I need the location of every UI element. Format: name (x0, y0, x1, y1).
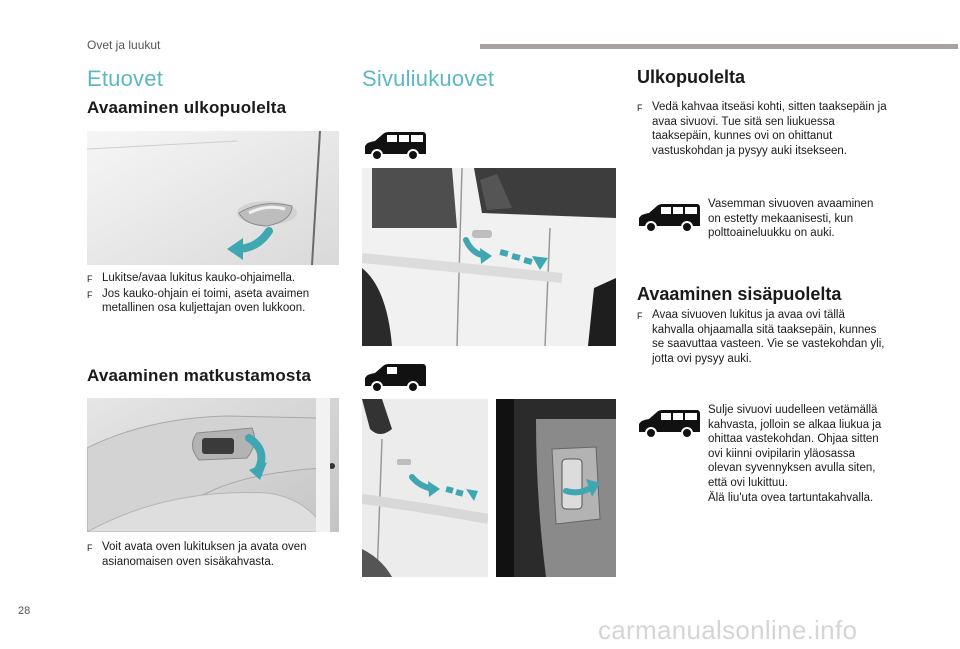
sliding-door-interior-photo (496, 399, 616, 577)
header-rule (480, 44, 958, 49)
open-from-inside-heading: Avaaminen sisäpuolelta (637, 284, 842, 304)
section-header: Ovet ja luukut (87, 38, 161, 52)
front-door-handle-photo (87, 131, 339, 265)
open-from-cabin-heading: Avaaminen matkustamosta (87, 366, 312, 385)
front-doors-title: Etuovet (87, 66, 164, 91)
bullet-icon: F (87, 543, 93, 553)
list-item: F Vedä kahvaa itseäsi kohti, sitten taaksepäin ja avaa sivuovi. Tue sitä sen liukuessa taaksepäin, kunnes ovi on ohittanut vastuskohdan ja pysyy auki itsekseen. (637, 101, 887, 157)
sliding-doors-title: Sivuliukuovet (362, 66, 495, 91)
bullet-icon: F (637, 103, 643, 113)
front-outside-bullets (87, 271, 339, 316)
list-item: F Lukitse/avaa lukitus kauko-ohjaimella. (87, 271, 339, 287)
bullet-icon: F (87, 289, 93, 300)
outside-bullets (637, 100, 889, 158)
interior-handle-photo (87, 398, 339, 532)
page-number: 28 (18, 605, 31, 617)
van-utility-icon (363, 362, 427, 394)
utility-sliding-door-photo (362, 399, 488, 577)
bullet-icon: F (87, 274, 93, 284)
list-item: F Avaa sivuoven lukitus ja avaa ovi tällä kahvalla ohjaamalla sitä taaksepäin, kunnes se saavuttaa vasteen. Vie se vastekohdan yli, jotta ovi pysyy auki. (637, 309, 885, 365)
van-passenger-icon (637, 202, 701, 234)
sliding-door-exterior-photo (362, 168, 616, 346)
open-from-outside-heading: Avaaminen ulkopuolelta (87, 98, 287, 117)
front-cabin-bullets (87, 540, 339, 569)
bullet-icon: F (637, 311, 643, 321)
list-item: F Voit avata oven lukituksen ja avata oven asianomaisen oven sisäkahvasta. (87, 541, 307, 568)
outside-heading: Ulkopuolelta (637, 67, 746, 87)
van-passenger-icon (637, 408, 701, 440)
watermark: carmanualsonline.info (598, 615, 858, 645)
fuel-flap-note: Vasemman sivuoven avaaminen on estetty mekaanisesti, kun polttoaineluukku on auki. (708, 198, 874, 240)
list-item: F Jos kauko-ohjain ei toimi, aseta avaimen metallinen osa kuljettajan oven lukkoon. (87, 287, 310, 315)
inside-bullets (637, 308, 889, 366)
close-door-note: Sulje sivuovi uudelleen vetämällä kahvasta, jolloin se alkaa liukua ja ohittaa vastekohdan. Ohjaa sitten ovi kiinni ovipilarin yläosassa olevan syvennyksen avulla siten, että ovi lukittuu. Älä liu'uta ovea tartuntakahvalla. (708, 404, 882, 504)
van-passenger-icon (363, 130, 427, 162)
